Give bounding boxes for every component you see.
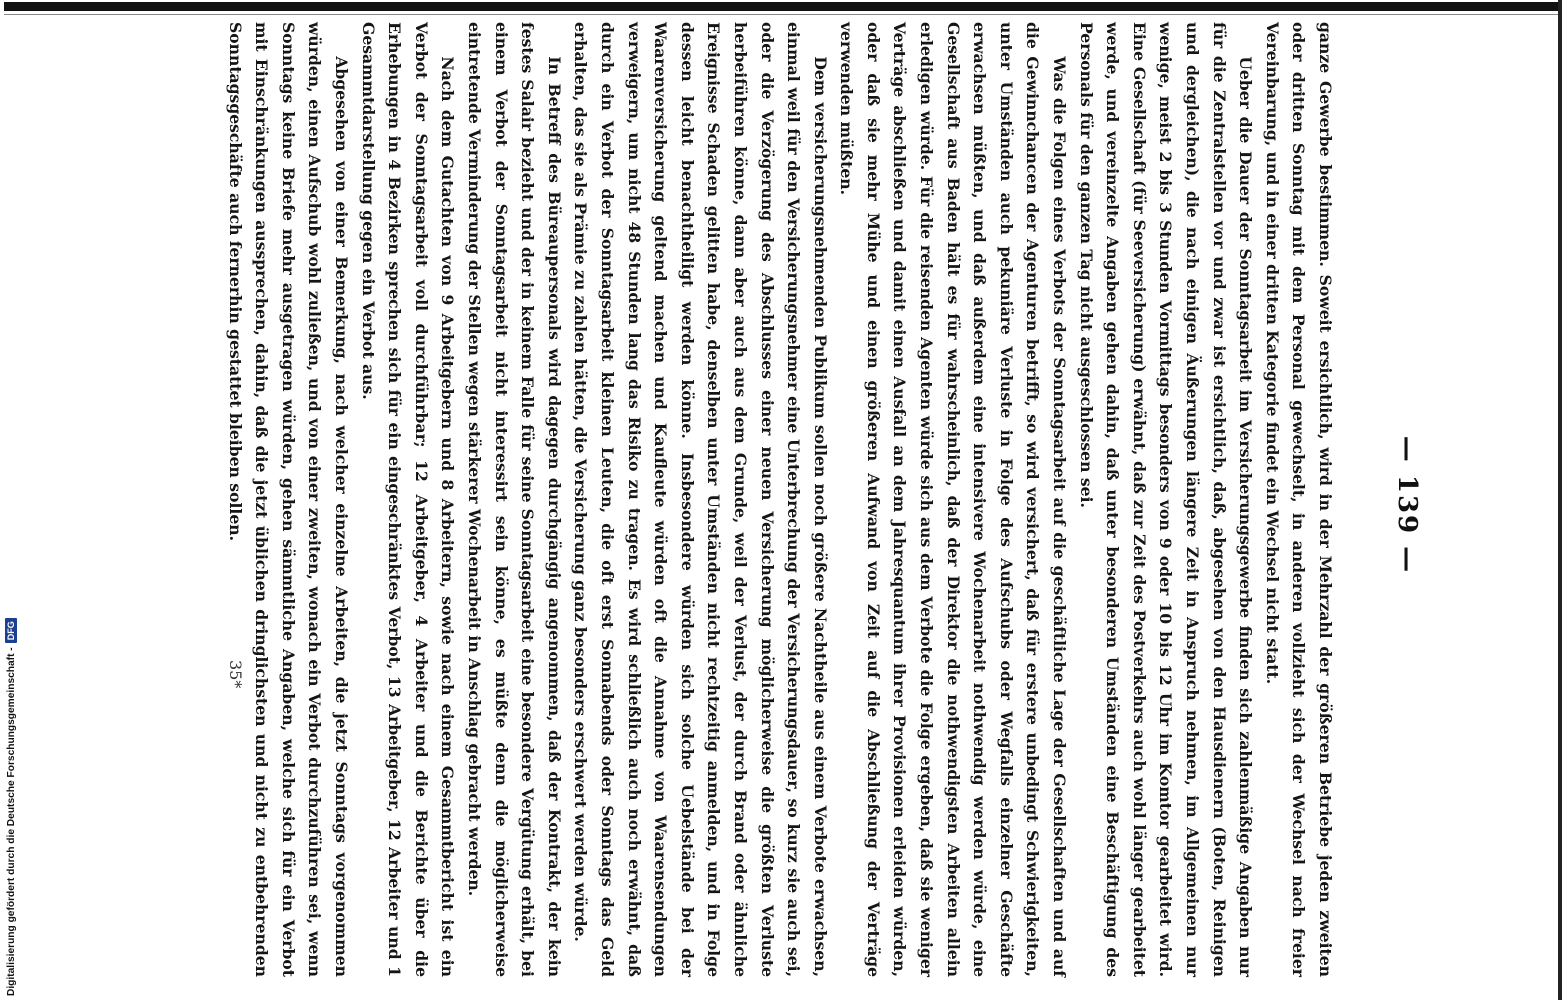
scanned-page <box>140 20 1440 990</box>
dfg-logo-icon: DFG <box>5 618 17 643</box>
scan-right-edge <box>1558 0 1562 1000</box>
paragraph: In Betreff des Büreaupersonals wird dagegen durchgängig angenommen, daß der Kontrakt, der kein festes Salair bezieht und der in keinem Falle für seine Sonntagsarbeit eine besondere Vergütung erhält, bei einem Verbot der Sonntagsarbeit nicht interessirt sein könne, es müßte denn die möglicherweise eintretende Verminderung der Stellen wegen stärkerer Wochenarbeit in Anschlag gebracht werden. <box>465 22 564 977</box>
paragraph: Was die Folgen eines Verbots der Sonntagsarbeit auf die geschäftliche Lage der Gesellschaften und auf die Gewinnchancen der Agenturen betrifft, so wird versichert, daß für erstere unbedingt Schwierigkeiten, unter Umständen auch pekuniäre Verluste in Folge des Aufschubs oder Wegfalls einzelner Geschäfte erwachsen müßten, und daß außerdem eine intensivere Wochenarbeit nothwendig werden würde, eine Gesellschaft aus Baden hält es für wahrscheinlich, daß der Direktor die nothwendigsten Arbeiten allein erledigen würde. Für die reisenden Agenten würde sich aus dem Verbote die Folge ergeben, daß sie weniger Verträge abschließen und damit einen Ausfall an dem Jahresquantum ihrer Provisionen erleiden würden, oder daß sie mehr Mühe und einen größeren Aufwand von Zeit auf die Abschließung der Verträge verwenden müßten. <box>837 22 1070 977</box>
paragraph: Ueber die Dauer der Sonntagsarbeit im Versicherungsgewerbe finden sich zahlenmäßige Angaben nur für die Zentralstellen vor und zwar ist ersichtlich, daß, abgesehen von den Hausdienern (Boten, Reinigen und dergleichen), die nach einigen Äußerungen längere Zeit in Anspruch nehmen, im Allgemeinen nur wenige, meist 2 bis 3 Stunden Vormittags besonders von 9 oder 10 bis 12 Uhr im Komtor gearbeitet wird. Eine Gesellschaft (für Seeversicherung) erwähnt, daß zur Zeit des Postverkehrs auch wohl länger gearbeitet werde, und vereinzelte Angaben gehen dahin, daß unter besonderen Umständen eine Beschäftigung des Personals für den ganzen Tag nicht ausgeschlossen sei. <box>1076 22 1256 977</box>
digitization-credit <box>2 604 22 996</box>
rotated-page-content <box>140 20 1440 990</box>
paragraph: Dem versicherungsnehmenden Publikum sollen noch größere Nachtheile aus einem Verbote erwachsen, einmal weil für den Versicherungsnehmer eine Unterbrechung der Versicherungsdauer, so kurz sie auch sei, oder die Verzögerung des Abschlusses einer neuen Versicherung möglicherweise die größten Verluste herbeiführen könne, dann aber auch aus dem Grunde, weil der Verlust, der durch Brand oder ähnliche Ereignisse Schaden gelitten habe, denselben unter Umständen nicht rechtzeitig anmelden, und in Folge dessen leicht benachtheiligt werden könne. Insbesondere würden sich solche Uebelstände bei der Waarenversicherung geltend machen und Kaufleute würden oft die Annahme von Waarensendungen verweigern, um nicht 48 Stunden lang das Risiko zu tragen. Es wird schließlich auch noch erwähnt, daß durch ein Verbot der Sonntagsarbeit kleinen Leuten, die oft erst Sonnabends oder Sonntags das Geld erhalten, das sie als Prämie zu zahlen hätten, die Versicherung ganz besonders erschwert werden würde. <box>571 22 830 977</box>
credit-text: Digitalisierung gefördert durch die Deutsche Forschungsgemeinschaft - <box>5 647 17 996</box>
paragraph: ganze Gewerbe bestimmen. Soweit ersichtlich, wird in der Mehrzahl der größeren Betriebe jeden zweiten oder dritten Sonntag mit dem Personal gewechselt, in anderen vollzieht sich der Wechsel nach freier Vereinbarung, und in einer dritten Kategorie findet ein Wechsel nicht statt. <box>1262 22 1335 977</box>
signature-mark: 35* <box>226 660 245 689</box>
paragraph: Nach dem Gutachten von 9 Arbeitgebern und 8 Arbeitern, sowie nach einem Gesammtbericht ist ein Verbot der Sonntagsarbeit voll durchführbar; 12 Arbeitgeber, 4 Arbeiter und die Berichte über die Erhebungen in 4 Bezirken sprechen sich für ein eingeschränktes Verbot, 13 Arbeitgeber, 12 Arbeiter und 1 Gesammtdarstellung gegen ein Verbot aus. <box>358 22 458 977</box>
paragraph: Abgesehen von einer Bemerkung, nach welcher einzelne Arbeiten, die jetzt Sonntags vorgenommen würden, einen Aufschub wohl zuließen, und von einer zweiten, wonach ein Verbot durchzuführen sei, wenn Sonntags keine Briefe mehr ausgetragen würden, gehen sämmtliche Angaben, welche sich für ein Verbot mit Einschränkungen aussprechen, dahin, daß die jetzt üblichen dringlichsten und nicht zu entbehrenden Sonntagsgeschäfte auch fernerhin gestattet bleiben sollen. <box>225 22 352 977</box>
scan-top-edge <box>4 2 1558 11</box>
page-number: — 139 — <box>1392 435 1422 575</box>
scan-top-line <box>4 14 1558 15</box>
